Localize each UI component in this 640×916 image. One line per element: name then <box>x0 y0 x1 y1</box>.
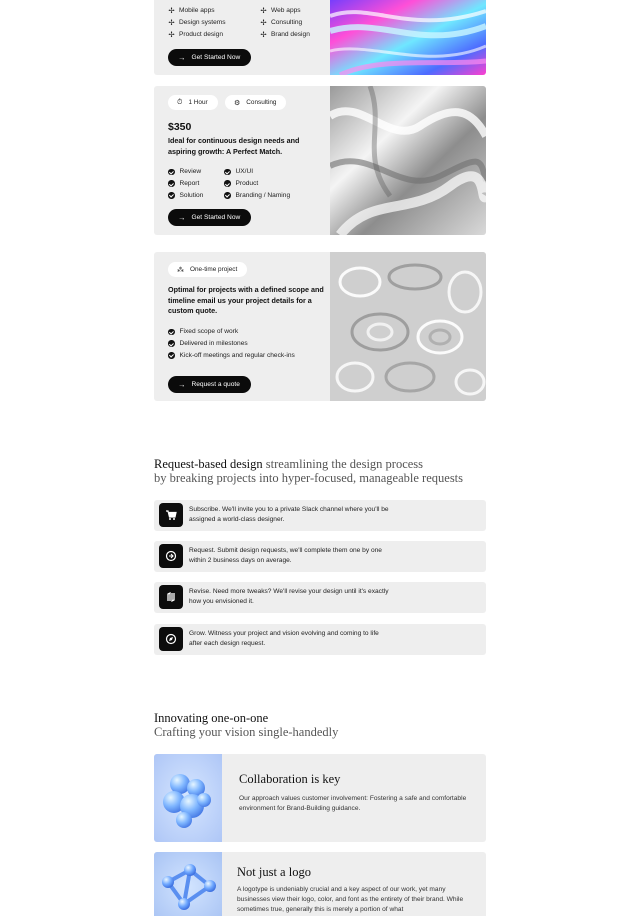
check-icon <box>168 169 175 176</box>
price: $350 <box>168 121 192 133</box>
step-subscribe <box>154 500 486 531</box>
feature-item: Delivered in milestones <box>168 338 333 350</box>
get-started-button[interactable]: → Get Started Now <box>168 49 251 66</box>
feature-item: ✢ Consulting <box>260 17 303 27</box>
feature-list-right <box>224 166 324 201</box>
check-icon <box>168 180 175 187</box>
feature-item: Report <box>168 178 222 190</box>
sparkle-icon: ✢ <box>168 6 175 16</box>
refresh-icon <box>159 544 183 568</box>
feature-card-title: Collaboration is key <box>239 772 341 786</box>
feature-card-text: A logotype is undeniably crucial and a key aspect of our work, yet many businesses view their logo, color, and font as the entirety of their brand. While sometimes true, generally this is merely a portion of what <box>237 886 464 913</box>
spinner-icon: ⁂ <box>177 266 184 274</box>
step-grow <box>154 624 486 655</box>
feature-item: Solution <box>168 190 222 202</box>
gear-icon: ⚙ <box>234 99 241 107</box>
feature-list-right <box>260 5 340 40</box>
check-icon <box>168 329 175 336</box>
step-text: Request. Submit design requests, we'll complete them one by one within 2 business days on average. <box>189 547 382 564</box>
revise-icon <box>159 585 183 609</box>
feature-item: ✢ Design systems <box>168 17 226 27</box>
feature-item: Branding / Naming <box>224 190 324 202</box>
step-text: Revise. Need more tweaks? We'll revise your design until it's exactly how you envisioned it. <box>189 588 389 605</box>
duration-chip: ⏱ 1 Hour <box>168 95 218 110</box>
holographic-image <box>330 0 486 75</box>
plan-description: Optimal for projects with a defined scope and timeline email us your project details for a custom quote. <box>168 285 324 316</box>
feature-item: ✢ Brand design <box>260 29 310 39</box>
request-quote-button[interactable]: → Request a quote <box>168 376 251 393</box>
feature-item: Product <box>224 178 324 190</box>
sparkle-icon: ✢ <box>168 17 175 27</box>
arrow-right-icon: → <box>178 213 186 222</box>
feature-item: Kick-off meetings and regular check-ins <box>168 350 333 362</box>
sparkle-icon: ✢ <box>168 29 175 39</box>
check-icon <box>168 352 175 359</box>
liquid-chrome-image <box>330 252 486 401</box>
type-chip: ⚙ Consulting <box>225 95 286 110</box>
get-started-button[interactable]: → Get Started Now <box>168 209 251 226</box>
step-text: Grow. Witness your project and vision evolving and coming to life after each design request. <box>189 630 379 647</box>
molecule-image <box>154 852 222 916</box>
feature-list-left <box>168 5 260 40</box>
arrow-right-icon: → <box>178 380 186 389</box>
sparkle-icon: ✢ <box>260 6 267 16</box>
feature-card-title: Not just a logo <box>237 865 311 879</box>
feature-list-left <box>168 166 222 201</box>
process-title: Request-based design streamlining the design process by breaking projects into hyper-focused, manageable requests <box>154 457 464 485</box>
check-icon <box>224 180 231 187</box>
check-icon <box>168 192 175 199</box>
feature-item: ✢ Mobile apps <box>168 6 215 16</box>
feature-card-collaboration <box>154 754 486 842</box>
feature-item: UX/UI <box>224 166 324 178</box>
feature-item: ✢ Product design <box>168 29 223 39</box>
plan-card-project <box>154 252 486 401</box>
compass-icon <box>159 627 183 651</box>
arrow-right-icon: → <box>178 53 186 62</box>
cart-icon <box>159 503 183 527</box>
timer-icon: ⏱ <box>177 98 183 106</box>
step-revise <box>154 582 486 613</box>
plan-card-consulting <box>154 86 486 235</box>
plan-description: Ideal for continuous design needs and aspiring growth: A Perfect Match. <box>168 136 300 156</box>
feature-card-text: Our approach values customer involvement: Fostering a safe and comfortable environment for Brand-Building guidance. <box>239 795 467 812</box>
chrome-fabric-image <box>330 86 486 235</box>
feature-item: ✢ Web apps <box>260 6 301 16</box>
check-icon <box>168 340 175 347</box>
sparkle-icon: ✢ <box>260 29 267 39</box>
check-icon <box>224 192 231 199</box>
plan-card-design <box>154 0 486 75</box>
check-icon <box>224 169 231 176</box>
innovating-title: Innovating one-on-one Crafting your vision single-handedly <box>154 711 339 739</box>
step-text: Subscribe. We'll invite you to a private Slack channel where you'll be assigned a world-class designer. <box>189 506 389 523</box>
feature-list <box>168 326 333 361</box>
feature-card-logo <box>154 852 486 916</box>
feature-item: Review <box>168 166 222 178</box>
project-type-chip: ⁂ One-time project <box>168 262 247 277</box>
blob-cluster-image <box>154 754 222 842</box>
feature-item: Fixed scope of work <box>168 326 333 338</box>
sparkle-icon: ✢ <box>260 17 267 27</box>
step-request <box>154 541 486 572</box>
